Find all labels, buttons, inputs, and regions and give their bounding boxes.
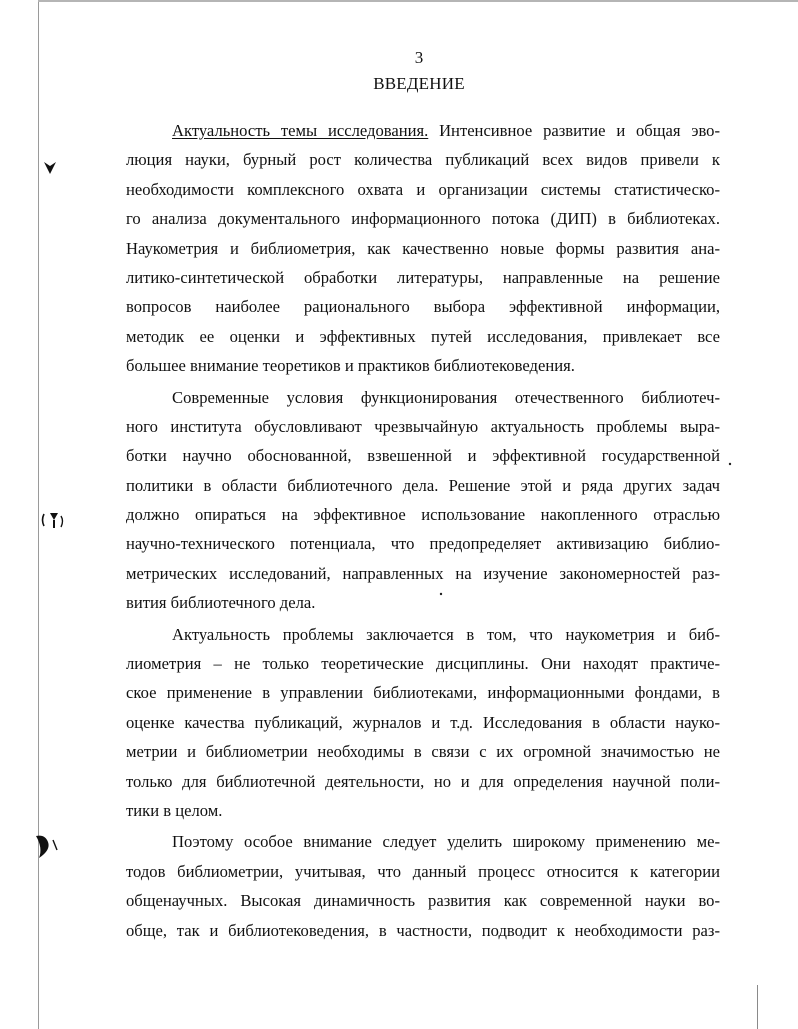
text-line: политики в области библиотечного дела. Решение этой и ряда других задач: [126, 475, 720, 495]
paragraph-problem: [126, 620, 720, 826]
text-line: Поэтому особое внимание следует уделить широкому применению ме-: [172, 832, 720, 852]
text-line: го анализа документального информационного потока (ДИП) в библиотеках.: [126, 209, 720, 229]
text-line: тики в целом.: [126, 800, 223, 820]
text-line: должно опираться на эффективное использование накопленного отраслью: [126, 505, 720, 525]
scan-edge-top: [38, 0, 798, 2]
margin-mark-blot: [33, 832, 61, 862]
text-line: литико-синтетической обработки литературы, направленные на решение: [126, 267, 720, 287]
paragraph-conditions: [126, 383, 720, 618]
text-line: вития библиотечного дела.: [126, 593, 316, 613]
text-line: Актуальность темы исследования. Интенсивное развитие и общая эво-: [172, 121, 720, 140]
margin-mark-symbol: [40, 508, 66, 532]
text-line: необходимости комплексного охвата и организации системы статистическо-: [126, 179, 720, 199]
text-line: оценке качества публикаций, журналов и т.д. Исследования в области науко-: [126, 712, 720, 732]
text-line: только для библиотечной деятельности, но и для определения научной поли-: [126, 771, 720, 791]
text-line: люция науки, бурный рост количества публикаций всех видов привели к: [126, 150, 720, 170]
paragraph-methods: [126, 827, 720, 945]
scan-edge-left: [38, 0, 39, 1029]
text-line: методик ее оценки и эффективных путей исследования, привлекает все: [126, 326, 720, 346]
body-text: [126, 116, 720, 945]
text-line: ного института обусловливают чрезвычайную актуальность проблемы выра-: [126, 416, 720, 436]
text-line: Наукометрия и библиометрия, как качественно новые формы развития ана-: [126, 238, 720, 258]
text-line: научно-технического потенциала, что предопределяет активизацию библио-: [126, 534, 720, 554]
text-line: метрических исследований, направленных на изучение закономерностей раз-: [126, 563, 720, 583]
text-line: ское применение в управлении библиотеками, информационными фондами, в: [126, 683, 720, 703]
text-line: большее внимание теоретиков и практиков библиотековедения.: [126, 356, 575, 376]
page-number: 3: [414, 48, 424, 67]
text-line: общенаучных. Высокая динамичность развития как современной науки во-: [126, 891, 720, 911]
text-line: Актуальность проблемы заключается в том, что наукометрия и биб-: [172, 624, 720, 644]
text-line: вопросов наиболее рационального выбора эффективной информации,: [126, 297, 720, 317]
text-line: метрии и библиометрии необходимы в связи с их огромной значимостью не: [126, 742, 720, 762]
text-line: тодов библиометрии, учитывая, что данный процесс относится к категории: [126, 861, 720, 881]
section-heading: ВВЕДЕНИЕ: [373, 74, 465, 93]
paragraph-relevance: [126, 116, 720, 381]
scan-edge-right: [757, 985, 758, 1029]
text-line: лиометрия – не только теоретические дисциплины. Они находят практиче-: [126, 654, 720, 674]
text-line: Современные условия функционирования отечественного библиотеч-: [172, 387, 720, 407]
text-line: ботки научно обоснованной, взвешенной и эффективной государственной: [126, 446, 720, 466]
margin-mark-arrow: [42, 158, 58, 178]
stray-dot-1: [728, 462, 732, 466]
underlined-lead: Актуальность темы исследования.: [172, 121, 429, 140]
text-line: обще, так и библиотековедения, в частности, подводит к необходимости раз-: [126, 920, 720, 940]
